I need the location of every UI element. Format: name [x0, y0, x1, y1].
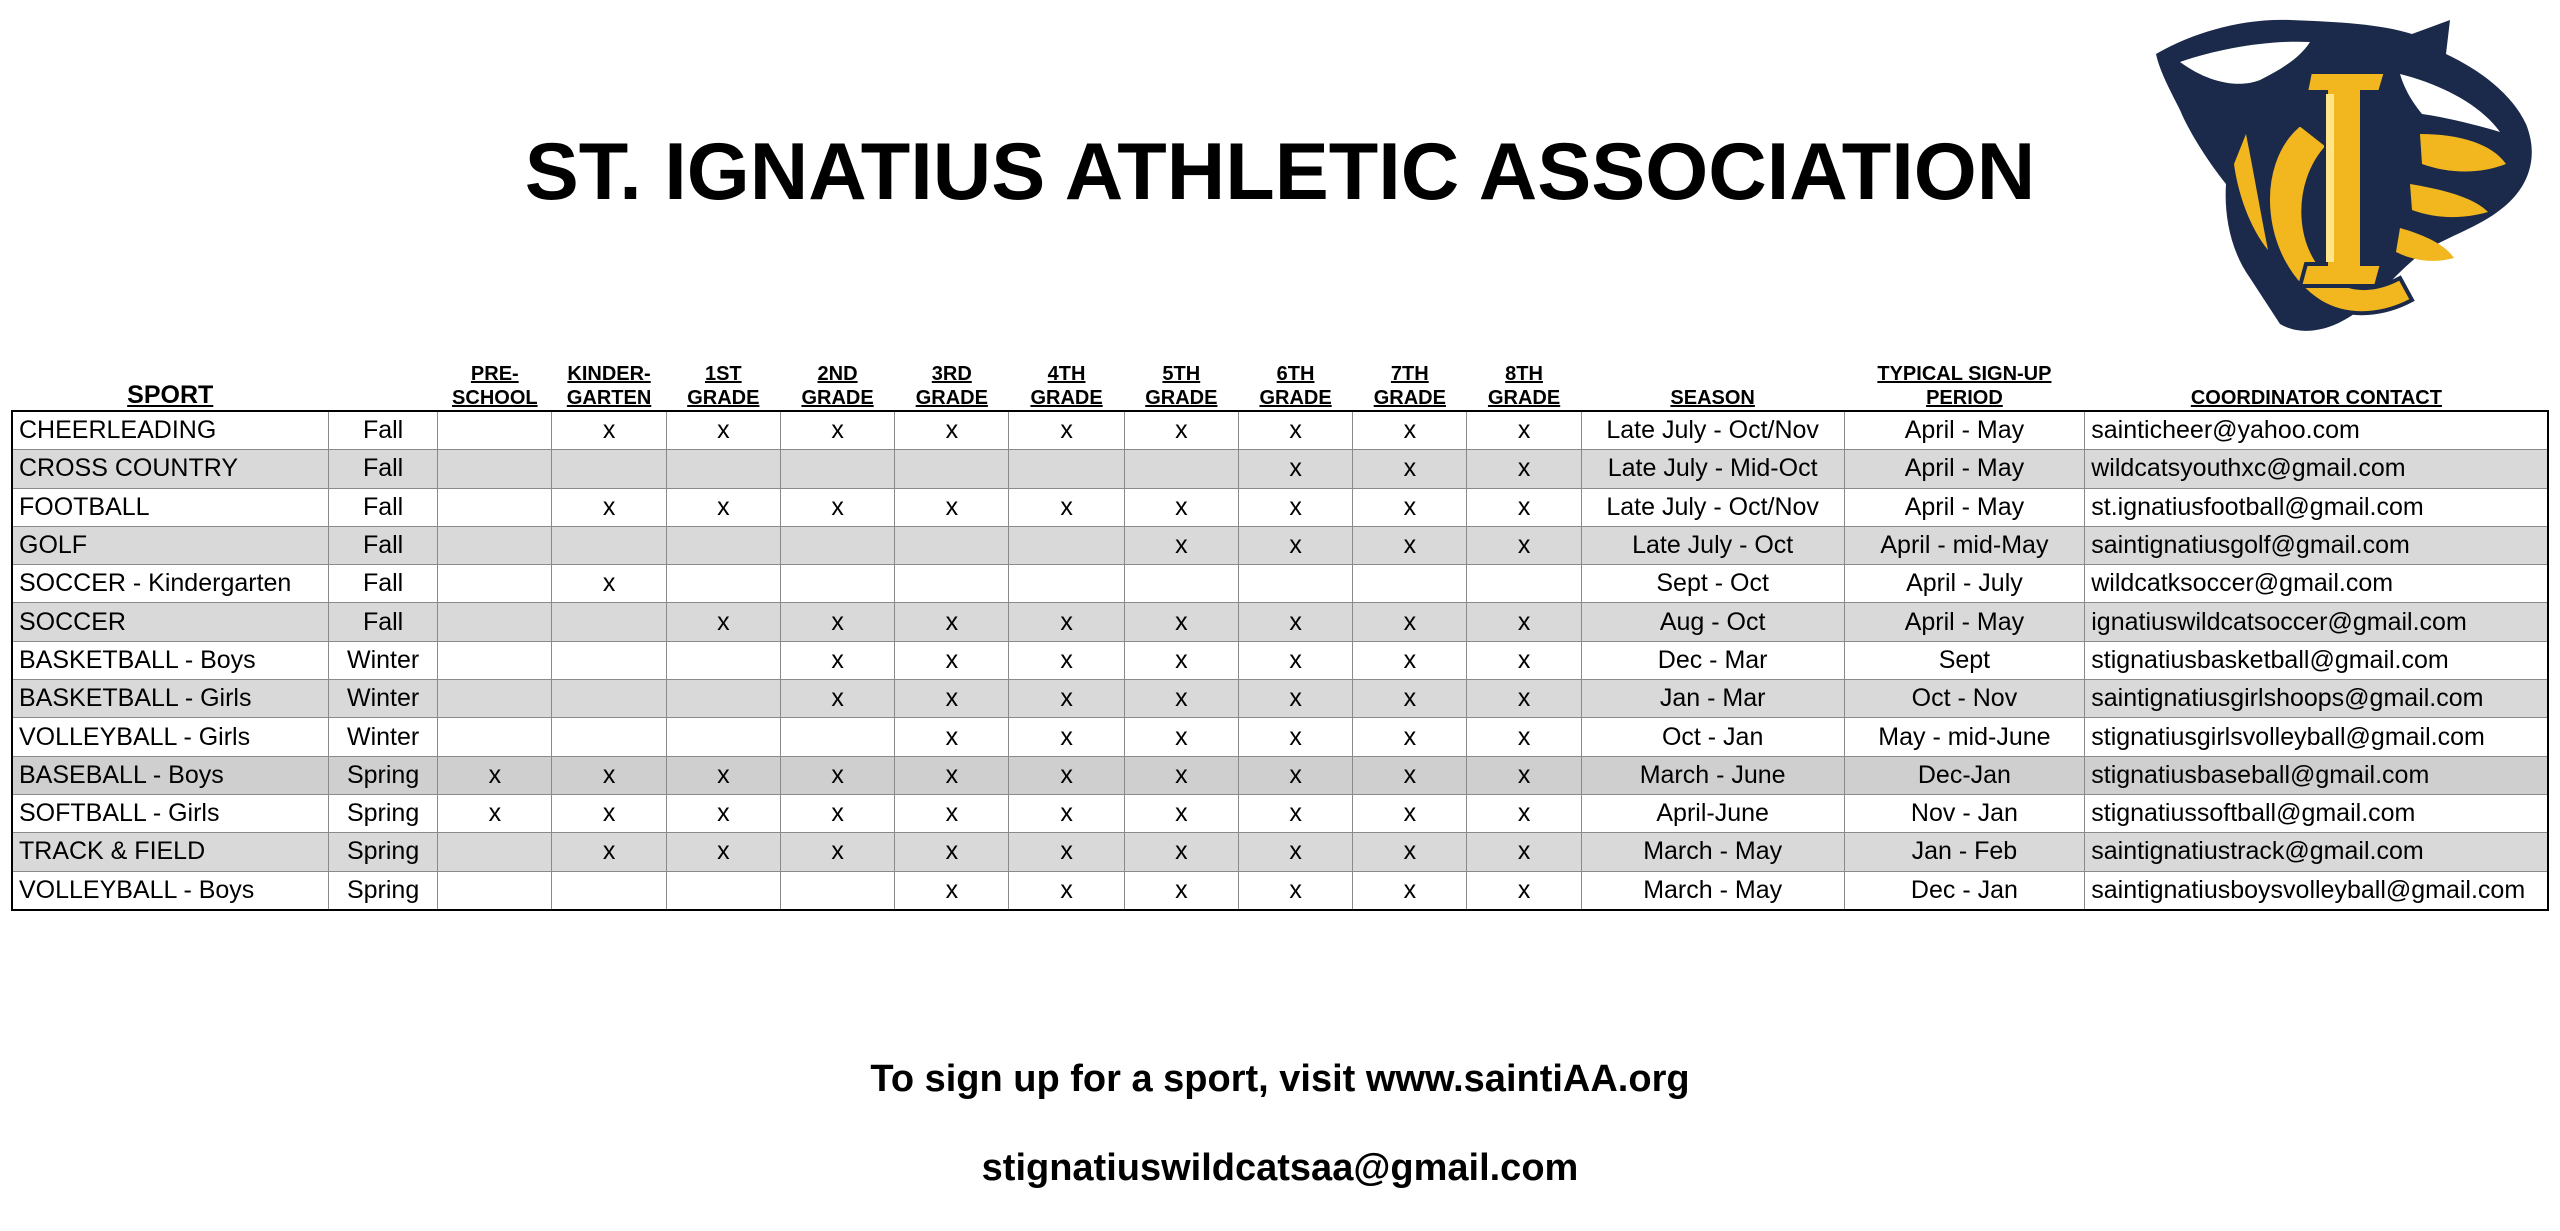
cell-season-category: Spring	[328, 794, 437, 832]
cell-grade-4	[1009, 450, 1124, 488]
cell-grade-4	[1009, 526, 1124, 564]
cell-signup-period: Dec-Jan	[1844, 756, 2085, 794]
cell-signup-period: Sept	[1844, 641, 2085, 679]
cell-sport: CHEERLEADING	[12, 411, 328, 450]
table-row	[12, 680, 2548, 718]
cell-kindergarten	[552, 526, 666, 564]
cell-coordinator-contact: stignatiusbasketball@gmail.com	[2085, 641, 2548, 679]
cell-grade-5: x	[1124, 718, 1238, 756]
column-header-coordinator-contact: COORDINATOR CONTACT	[2190, 387, 2442, 409]
cell-signup-period: Dec - Jan	[1844, 871, 2085, 910]
cell-season: Oct - Jan	[1581, 718, 1844, 756]
table-header-row	[12, 358, 2548, 411]
cell-season: Late July - Oct/Nov	[1581, 488, 1844, 526]
cell-sport: BASKETBALL - Girls	[12, 680, 328, 718]
cell-kindergarten: x	[552, 411, 666, 450]
cell-season: Aug - Oct	[1581, 603, 1844, 641]
cell-grade-6: x	[1238, 871, 1352, 910]
table-row	[12, 603, 2548, 641]
cell-grade-2: x	[780, 488, 894, 526]
cell-sport: VOLLEYBALL - Boys	[12, 871, 328, 910]
cell-signup-period: April - May	[1844, 488, 2085, 526]
cell-pre-school	[438, 641, 552, 679]
cell-kindergarten: x	[552, 756, 666, 794]
cell-pre-school: x	[438, 794, 552, 832]
cell-season-category: Fall	[328, 603, 437, 641]
table-row	[12, 833, 2548, 871]
table-row	[12, 718, 2548, 756]
cell-grade-5: x	[1124, 871, 1238, 910]
cell-coordinator-contact: saintignatiustrack@gmail.com	[2085, 833, 2548, 871]
cell-grade-3: x	[895, 871, 1009, 910]
cell-signup-period: April - May	[1844, 450, 2085, 488]
cell-grade-8: x	[1467, 680, 1581, 718]
cell-grade-2: x	[780, 603, 894, 641]
cell-kindergarten	[552, 641, 666, 679]
cell-signup-period: April - May	[1844, 411, 2085, 450]
cell-signup-period: April - May	[1844, 603, 2085, 641]
table-row	[12, 565, 2548, 603]
cell-grade-2	[780, 871, 894, 910]
table-row	[12, 526, 2548, 564]
cell-grade-2	[780, 718, 894, 756]
cell-coordinator-contact: stignatiussoftball@gmail.com	[2085, 794, 2548, 832]
cell-grade-7: x	[1353, 411, 1467, 450]
cell-grade-4: x	[1009, 794, 1124, 832]
cell-grade-7: x	[1353, 794, 1467, 832]
cell-kindergarten	[552, 718, 666, 756]
cell-grade-7: x	[1353, 641, 1467, 679]
cell-grade-8: x	[1467, 603, 1581, 641]
cell-sport: BASKETBALL - Boys	[12, 641, 328, 679]
cell-grade-7: x	[1353, 488, 1467, 526]
cell-coordinator-contact: wildcatsyouthxc@gmail.com	[2085, 450, 2548, 488]
cell-season: Late July - Oct/Nov	[1581, 411, 1844, 450]
cell-pre-school	[438, 565, 552, 603]
cell-grade-3: x	[895, 411, 1009, 450]
column-header-grade-5: 5TH GRADE	[1145, 363, 1218, 409]
cell-sport: GOLF	[12, 526, 328, 564]
cell-grade-1	[666, 680, 780, 718]
cell-sport: FOOTBALL	[12, 488, 328, 526]
table-row	[12, 871, 2548, 910]
cell-grade-2: x	[780, 794, 894, 832]
table-row	[12, 488, 2548, 526]
cell-grade-5: x	[1124, 526, 1238, 564]
cell-signup-period: Oct - Nov	[1844, 680, 2085, 718]
column-header-season-category	[328, 358, 437, 411]
table-row	[12, 411, 2548, 450]
cell-grade-8: x	[1467, 794, 1581, 832]
column-header-pre-school: PRE- SCHOOL	[452, 363, 538, 409]
cell-grade-1: x	[666, 833, 780, 871]
cell-signup-period: April - mid-May	[1844, 526, 2085, 564]
cell-sport: TRACK & FIELD	[12, 833, 328, 871]
cell-grade-4: x	[1009, 641, 1124, 679]
cell-signup-period: May - mid-June	[1844, 718, 2085, 756]
column-header-season: SEASON	[1670, 387, 1755, 409]
cell-grade-3: x	[895, 756, 1009, 794]
cell-sport: SOCCER - Kindergarten	[12, 565, 328, 603]
cell-season-category: Spring	[328, 756, 437, 794]
cell-pre-school	[438, 680, 552, 718]
cell-season-category: Fall	[328, 450, 437, 488]
cell-grade-6: x	[1238, 794, 1352, 832]
cell-grade-1: x	[666, 411, 780, 450]
cell-grade-1: x	[666, 794, 780, 832]
cell-grade-1	[666, 565, 780, 603]
cell-pre-school	[438, 603, 552, 641]
cell-grade-1	[666, 526, 780, 564]
cell-grade-5: x	[1124, 833, 1238, 871]
cell-grade-2: x	[780, 411, 894, 450]
signup-instruction: To sign up for a sport, visit www.saintiAA.org	[870, 1058, 1690, 1100]
column-header-grade-8: 8TH GRADE	[1487, 363, 1561, 409]
cell-grade-1: x	[666, 488, 780, 526]
cell-season: Dec - Mar	[1581, 641, 1844, 679]
cell-grade-8: x	[1467, 871, 1581, 910]
cell-season: Sept - Oct	[1581, 565, 1844, 603]
cell-season: March - May	[1581, 833, 1844, 871]
cell-grade-5: x	[1124, 411, 1238, 450]
cell-grade-6: x	[1238, 718, 1352, 756]
cell-grade-3: x	[895, 718, 1009, 756]
cell-season-category: Winter	[328, 718, 437, 756]
cell-kindergarten	[552, 603, 666, 641]
cell-grade-5: x	[1124, 641, 1238, 679]
wildcat-logo-icon	[2150, 14, 2550, 354]
cell-grade-4: x	[1009, 718, 1124, 756]
cell-grade-6: x	[1238, 411, 1352, 450]
cell-grade-2: x	[780, 756, 894, 794]
table-row	[12, 756, 2548, 794]
cell-sport: CROSS COUNTRY	[12, 450, 328, 488]
cell-coordinator-contact: stignatiusbaseball@gmail.com	[2085, 756, 2548, 794]
cell-pre-school	[438, 718, 552, 756]
cell-grade-8: x	[1467, 756, 1581, 794]
cell-grade-1	[666, 871, 780, 910]
cell-signup-period: Nov - Jan	[1844, 794, 2085, 832]
cell-grade-1: x	[666, 603, 780, 641]
cell-grade-7: x	[1353, 871, 1467, 910]
cell-season-category: Winter	[328, 641, 437, 679]
column-header-grade-6: 6TH GRADE	[1259, 363, 1332, 409]
cell-grade-7: x	[1353, 756, 1467, 794]
cell-grade-6: x	[1238, 641, 1352, 679]
cell-grade-5: x	[1124, 794, 1238, 832]
cell-season-category: Winter	[328, 680, 437, 718]
cell-season-category: Spring	[328, 871, 437, 910]
cell-season-category: Spring	[328, 833, 437, 871]
cell-season-category: Fall	[328, 411, 437, 450]
cell-grade-6	[1238, 565, 1352, 603]
cell-grade-2	[780, 565, 894, 603]
cell-pre-school	[438, 526, 552, 564]
cell-grade-4: x	[1009, 680, 1124, 718]
cell-grade-7	[1353, 565, 1467, 603]
cell-season-category: Fall	[328, 526, 437, 564]
column-header-grade-2: 2ND GRADE	[801, 363, 874, 409]
cell-coordinator-contact: stignatiusgirlsvolleyball@gmail.com	[2085, 718, 2548, 756]
cell-pre-school: x	[438, 756, 552, 794]
cell-grade-3	[895, 526, 1009, 564]
cell-coordinator-contact: wildcatksoccer@gmail.com	[2085, 565, 2548, 603]
cell-grade-3	[895, 565, 1009, 603]
cell-grade-4: x	[1009, 871, 1124, 910]
cell-grade-3: x	[895, 833, 1009, 871]
table-row	[12, 641, 2548, 679]
cell-grade-6: x	[1238, 833, 1352, 871]
cell-kindergarten	[552, 450, 666, 488]
cell-grade-4: x	[1009, 756, 1124, 794]
cell-grade-4: x	[1009, 411, 1124, 450]
table-row	[12, 450, 2548, 488]
cell-grade-1: x	[666, 756, 780, 794]
cell-grade-5: x	[1124, 756, 1238, 794]
cell-season: Jan - Mar	[1581, 680, 1844, 718]
cell-grade-3: x	[895, 488, 1009, 526]
cell-coordinator-contact: saintignatiusgirlshoops@gmail.com	[2085, 680, 2548, 718]
cell-grade-5	[1124, 565, 1238, 603]
cell-coordinator-contact: saintignatiusboysvolleyball@gmail.com	[2085, 871, 2548, 910]
cell-season: April-June	[1581, 794, 1844, 832]
column-header-grade-4: 4TH GRADE	[1030, 363, 1103, 409]
cell-kindergarten: x	[552, 833, 666, 871]
cell-grade-3: x	[895, 794, 1009, 832]
cell-kindergarten: x	[552, 794, 666, 832]
table-row	[12, 794, 2548, 832]
column-header-kindergarten: KINDER- GARTEN	[566, 363, 652, 409]
cell-grade-7: x	[1353, 680, 1467, 718]
cell-season-category: Fall	[328, 488, 437, 526]
cell-coordinator-contact: saintignatiusgolf@gmail.com	[2085, 526, 2548, 564]
cell-grade-8	[1467, 565, 1581, 603]
cell-season: Late July - Oct	[1581, 526, 1844, 564]
cell-grade-6: x	[1238, 603, 1352, 641]
cell-grade-4	[1009, 565, 1124, 603]
cell-grade-7: x	[1353, 450, 1467, 488]
cell-grade-7: x	[1353, 833, 1467, 871]
column-header-signup-period: TYPICAL SIGN-UP PERIOD	[1877, 363, 2052, 409]
cell-kindergarten: x	[552, 565, 666, 603]
cell-sport: SOCCER	[12, 603, 328, 641]
cell-grade-2: x	[780, 680, 894, 718]
cell-sport: SOFTBALL - Girls	[12, 794, 328, 832]
cell-coordinator-contact: ignatiuswildcatsoccer@gmail.com	[2085, 603, 2548, 641]
cell-grade-8: x	[1467, 411, 1581, 450]
cell-pre-school	[438, 833, 552, 871]
cell-grade-6: x	[1238, 526, 1352, 564]
cell-grade-8: x	[1467, 833, 1581, 871]
cell-grade-4: x	[1009, 833, 1124, 871]
cell-kindergarten: x	[552, 488, 666, 526]
cell-grade-4: x	[1009, 603, 1124, 641]
cell-grade-5	[1124, 450, 1238, 488]
cell-grade-3: x	[895, 641, 1009, 679]
cell-grade-6: x	[1238, 680, 1352, 718]
cell-grade-1	[666, 718, 780, 756]
cell-sport: BASEBALL - Boys	[12, 756, 328, 794]
cell-grade-5: x	[1124, 488, 1238, 526]
cell-pre-school	[438, 488, 552, 526]
cell-grade-6: x	[1238, 756, 1352, 794]
cell-grade-2	[780, 526, 894, 564]
cell-season: March - May	[1581, 871, 1844, 910]
cell-kindergarten	[552, 871, 666, 910]
column-header-grade-3: 3RD GRADE	[915, 363, 988, 409]
cell-pre-school	[438, 871, 552, 910]
cell-grade-2: x	[780, 641, 894, 679]
cell-grade-2: x	[780, 833, 894, 871]
column-header-sport: SPORT	[127, 381, 214, 409]
cell-grade-7: x	[1353, 526, 1467, 564]
sports-table	[11, 358, 2549, 911]
association-email: stignatiuswildcatsaa@gmail.com	[981, 1147, 1579, 1189]
cell-pre-school	[438, 450, 552, 488]
cell-grade-7: x	[1353, 603, 1467, 641]
cell-grade-3: x	[895, 603, 1009, 641]
cell-grade-8: x	[1467, 718, 1581, 756]
page-title: ST. IGNATIUS ATHLETIC ASSOCIATION	[524, 127, 2036, 217]
cell-signup-period: Jan - Feb	[1844, 833, 2085, 871]
cell-grade-3: x	[895, 680, 1009, 718]
cell-grade-8: x	[1467, 526, 1581, 564]
cell-grade-3	[895, 450, 1009, 488]
cell-grade-6: x	[1238, 488, 1352, 526]
cell-season: Late July - Mid-Oct	[1581, 450, 1844, 488]
cell-grade-1	[666, 450, 780, 488]
cell-grade-7: x	[1353, 718, 1467, 756]
cell-kindergarten	[552, 680, 666, 718]
column-header-grade-1: 1ST GRADE	[687, 363, 760, 409]
cell-coordinator-contact: st.ignatiusfootball@gmail.com	[2085, 488, 2548, 526]
cell-grade-8: x	[1467, 450, 1581, 488]
cell-grade-8: x	[1467, 641, 1581, 679]
cell-grade-1	[666, 641, 780, 679]
cell-sport: VOLLEYBALL - Girls	[12, 718, 328, 756]
cell-grade-5: x	[1124, 603, 1238, 641]
cell-grade-2	[780, 450, 894, 488]
cell-grade-6: x	[1238, 450, 1352, 488]
cell-grade-4: x	[1009, 488, 1124, 526]
cell-grade-8: x	[1467, 488, 1581, 526]
cell-season: March - June	[1581, 756, 1844, 794]
cell-coordinator-contact: sainticheer@yahoo.com	[2085, 411, 2548, 450]
cell-signup-period: April - July	[1844, 565, 2085, 603]
column-header-grade-7: 7TH GRADE	[1373, 363, 1446, 409]
cell-grade-5: x	[1124, 680, 1238, 718]
cell-season-category: Fall	[328, 565, 437, 603]
cell-pre-school	[438, 411, 552, 450]
